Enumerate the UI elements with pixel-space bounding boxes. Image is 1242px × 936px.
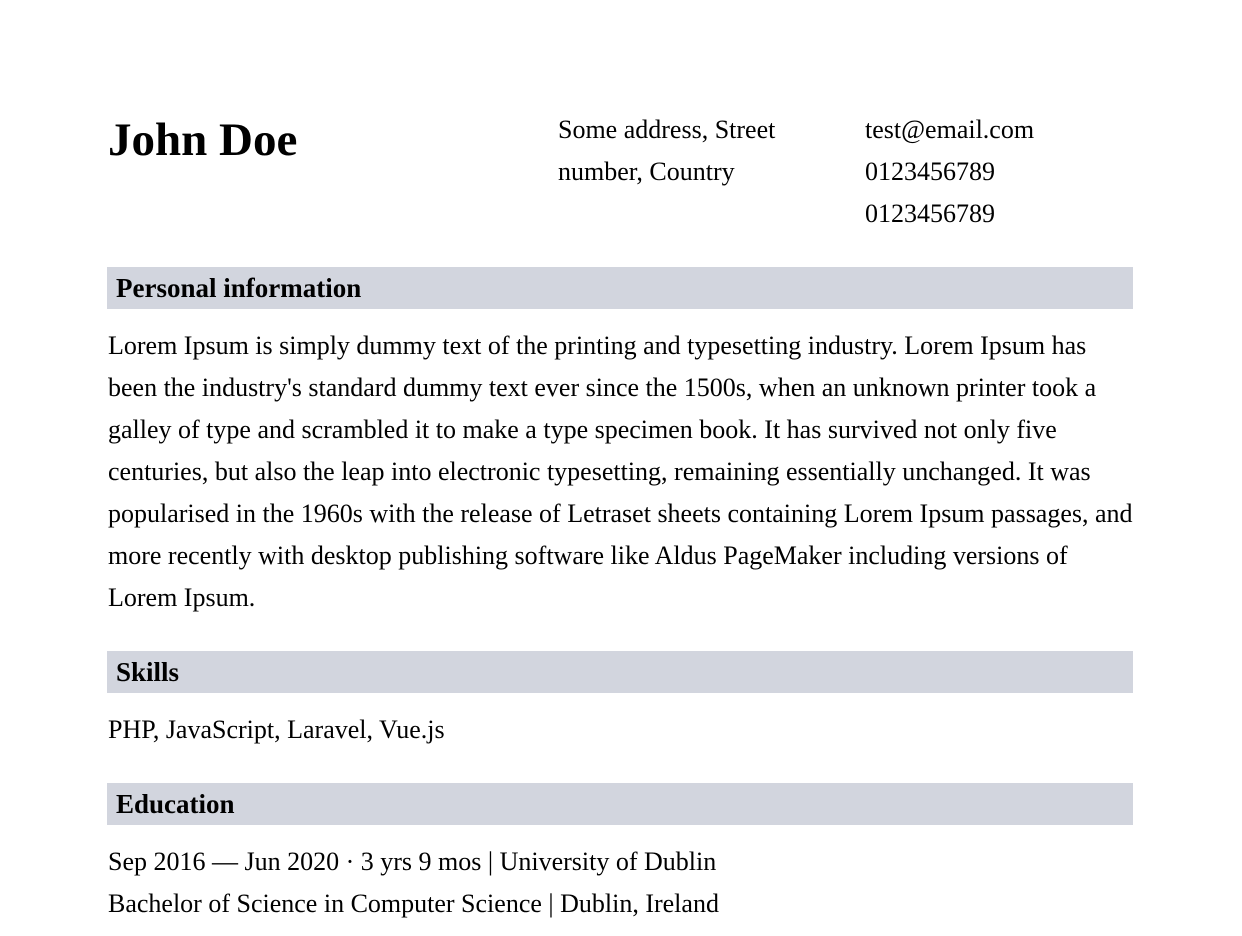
education-entry	[108, 841, 1133, 925]
personal-summary: Lorem Ipsum is simply dummy text of the printing and typesetting industry. Lorem Ipsum has been the industry's standard dummy text ever since the 1500s, when an unknown printer took a galley of type and scrambled it to make a type specimen book. It has survived not only five centuries, but also the leap into electronic typesetting, remaining essentially unchanged. It was popularised in the 1960s with the release of Letraset sheets containing Lorem Ipsum passages, and more recently with desktop publishing software like Aldus PageMaker including versions of Lorem Ipsum.	[108, 331, 1133, 612]
section-header-skills	[107, 651, 1133, 693]
section-title-education: Education	[116, 789, 235, 819]
email-text: test@email.com	[865, 115, 1035, 144]
candidate-name: John Doe	[108, 114, 298, 166]
education-dates-school: Sep 2016 — Jun 2020 · 3 yrs 9 mos | University of Dublin	[108, 847, 717, 876]
section-header-personal	[107, 267, 1133, 309]
section-body-education	[108, 841, 1133, 925]
phone-text-2: 0123456789	[865, 199, 995, 228]
skills-list: PHP, JavaScript, Laravel, Vue.js	[108, 715, 445, 744]
contact-block	[865, 109, 1133, 235]
section-header-education	[107, 783, 1133, 825]
address-block: Some address, Street number, Country	[558, 115, 776, 186]
resume-header	[108, 109, 1133, 239]
section-title-skills: Skills	[116, 657, 180, 687]
education-degree-location: Bachelor of Science in Computer Science | Dublin, Ireland	[108, 889, 719, 918]
section-body-skills	[108, 709, 1133, 751]
section-body-personal	[108, 325, 1133, 619]
phone-text-1: 0123456789	[865, 157, 995, 186]
section-title-personal: Personal information	[116, 273, 362, 303]
